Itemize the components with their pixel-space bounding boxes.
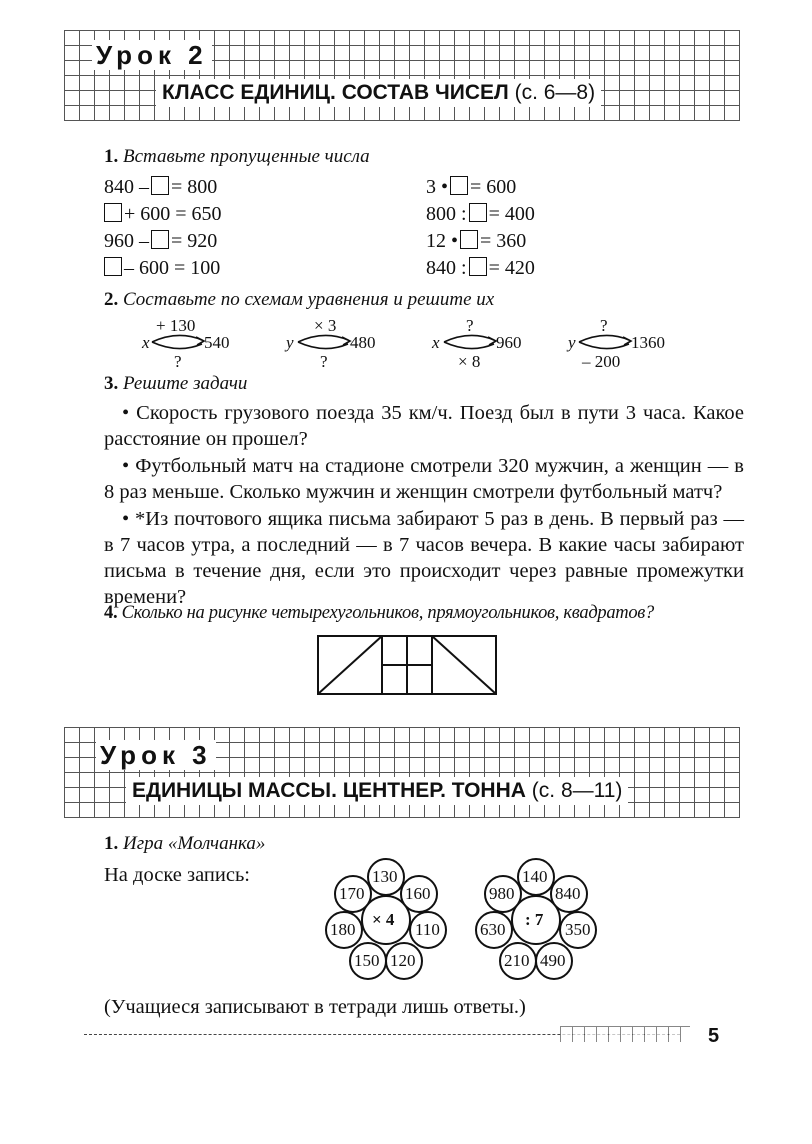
flower-1-center: × 4: [372, 910, 395, 929]
scheme3-arrows: [442, 331, 498, 353]
flower-2-petal: 140: [522, 867, 548, 886]
answers-note: (Учащиеся записывают в тетради лишь ответы.): [104, 996, 526, 1018]
equation-right-1: 3 • = 600: [426, 176, 517, 198]
flower-2: [472, 858, 600, 982]
task2-text: Составьте по схемам уравнения и решите их: [123, 289, 495, 310]
equation-left-4: – 600 = 100: [104, 255, 220, 281]
scheme4-arrows: [577, 331, 633, 353]
flower-2-center: : 7: [525, 910, 544, 929]
blank-box: [104, 257, 122, 276]
flower-2-petal: 210: [504, 951, 530, 970]
equation-right-4: 840 : = 420: [426, 257, 535, 279]
flower-2-petal: 490: [540, 951, 566, 970]
flower-2-petal: 630: [480, 920, 506, 939]
task3-number: 3.: [104, 373, 119, 394]
blank-box: [469, 203, 487, 222]
flower-1-petal: 170: [339, 884, 365, 903]
task4-heading: [104, 603, 654, 624]
task3-problem-1: • Скорость грузового поезда 35 км/ч. Поезд был в пути 3 часа. Какое расстояние он прошел?: [104, 402, 744, 450]
lesson3-title: ЕДИНИЦЫ МАССЫ. ЦЕНТНЕР. ТОННА: [132, 779, 526, 802]
task4-number: 4.: [104, 603, 118, 623]
scheme1-right: 540: [204, 333, 230, 352]
lesson2-title: КЛАСС ЕДИНИЦ. СОСТАВ ЧИСЕЛ: [162, 81, 509, 104]
flower-2-petal: 980: [489, 884, 515, 903]
task3-problem-2: • Футбольный матч на стадионе смотрели 320 мужчин, а женщин — в 8 раз меньше. Сколько мужчин и женщин смотрели футбольный матч?: [104, 455, 744, 503]
blank-box: [104, 203, 122, 222]
l3-task1-number: 1.: [104, 833, 119, 854]
task4-text: Сколько на рисунке четырехугольников, прямоугольников, квадратов?: [121, 603, 654, 623]
scheme1-top: + 130: [156, 316, 196, 335]
scheme3-top: ?: [466, 316, 474, 335]
page-number: 5: [708, 1025, 720, 1047]
task1-number: 1.: [104, 146, 119, 167]
lesson2-number: Урок 2: [92, 40, 212, 70]
flower-1-petal: 120: [390, 951, 416, 970]
scheme3-var: x: [432, 333, 440, 352]
task3-heading: [104, 373, 247, 395]
scheme3-bottom: × 8: [458, 352, 481, 371]
equation-left-2: + 600 = 650: [104, 201, 222, 227]
scheme1-var: x: [142, 333, 150, 352]
scheme4-var: y: [568, 333, 576, 352]
scheme4-right: 1360: [631, 333, 665, 352]
blank-box: [469, 257, 487, 276]
equation-right-3: 12 • = 360: [426, 230, 527, 252]
lesson3-title-block: [126, 777, 628, 805]
task3-text: Решите задачи: [123, 373, 248, 394]
flower-2-petal: 350: [565, 920, 591, 939]
task1-heading: [104, 146, 370, 168]
equation-right-2: 800 : = 400: [426, 203, 535, 225]
scheme4-top: ?: [600, 316, 608, 335]
lesson3-pages: (с. 8—11): [531, 779, 623, 802]
l3-task1-text: Игра «Молчанка»: [123, 833, 266, 854]
scheme2-var: y: [286, 333, 294, 352]
flower-1: [322, 858, 450, 982]
scheme2-top: × 3: [314, 316, 337, 335]
flower-2-petal: 840: [555, 884, 581, 903]
equation-left-3: 960 – = 920: [104, 230, 218, 252]
flower-1-petal: 130: [372, 867, 398, 886]
blank-box: [460, 230, 478, 249]
shapes-figure: [316, 634, 498, 696]
task3-problem-3: • *Из почтового ящика письма забирают 5 раз в день. В первый раз — в 7 часов утра, а последний — в 7 часов вечера. В какие часы забирают письма в течение дня, если это происходит через равные промежутки времени?: [104, 508, 744, 608]
scheme3-right: 960: [496, 333, 522, 352]
lesson3-number: Урок 3: [96, 740, 216, 770]
lesson2-title-block: [156, 79, 601, 107]
task1-text: Вставьте пропущенные числа: [123, 146, 370, 167]
scheme4-bottom: – 200: [582, 352, 621, 371]
task2-heading: [104, 289, 494, 311]
board-label: На доске запись:: [104, 864, 251, 886]
scheme1-bottom: ?: [174, 352, 182, 371]
blank-box: [151, 176, 169, 195]
l3-task1-heading: [104, 833, 265, 855]
scheme2-right: 480: [350, 333, 376, 352]
footer-grid-strip: [560, 1026, 690, 1042]
lesson2-pages: (с. 6—8): [514, 81, 596, 104]
flower-1-petal: 180: [330, 920, 356, 939]
scheme2-bottom: ?: [320, 352, 328, 371]
equation-left-1: 840 – = 800: [104, 176, 218, 198]
flower-1-petal: 160: [405, 884, 431, 903]
blank-box: [450, 176, 468, 195]
flower-1-petal: 110: [415, 920, 440, 939]
scheme1-arrows: [150, 331, 206, 353]
blank-box: [151, 230, 169, 249]
scheme2-arrows: [296, 331, 352, 353]
flower-1-petal: 150: [354, 951, 380, 970]
task2-number: 2.: [104, 289, 119, 310]
